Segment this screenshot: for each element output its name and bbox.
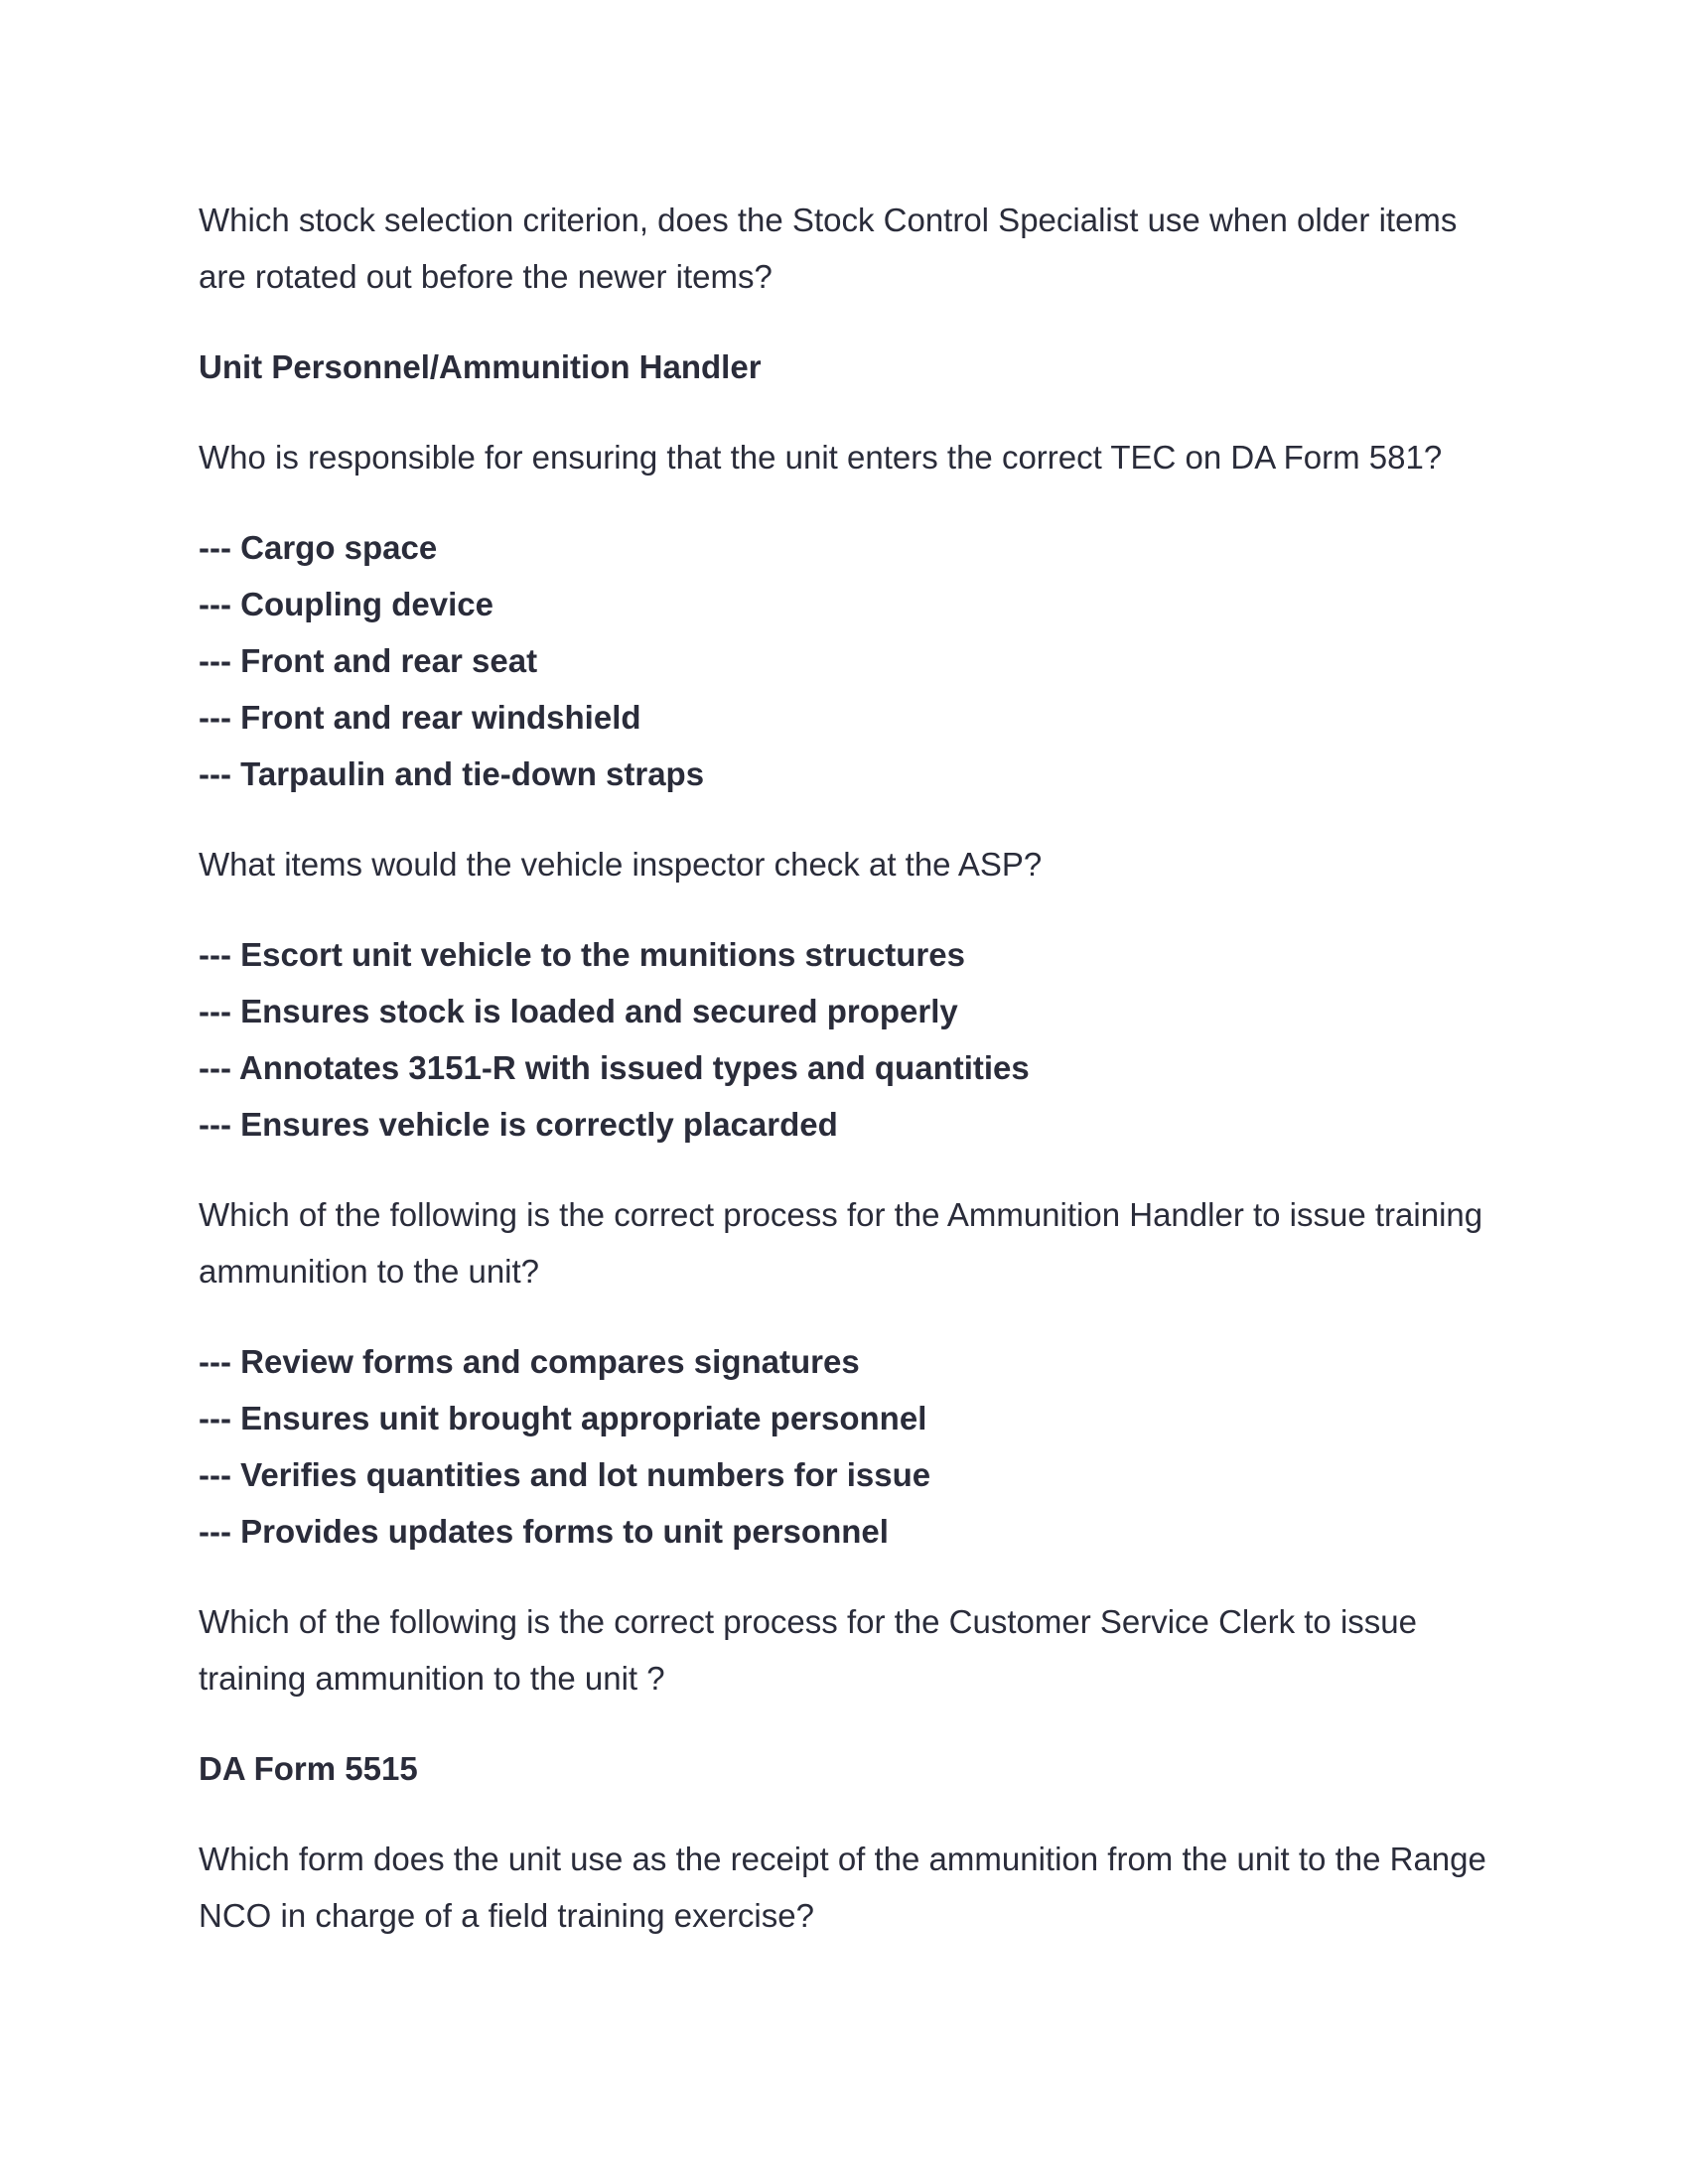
spacer [199, 892, 1489, 926]
list-item: --- Coupling device [199, 586, 493, 622]
document-page [199, 192, 1489, 1944]
list-item: --- Escort unit vehicle to the munitions structures [199, 936, 965, 973]
list-item: --- Annotates 3151-R with issued types and quantities [199, 1049, 1030, 1086]
answer-list-ammunition-handler [199, 926, 1489, 1153]
spacer [199, 305, 1489, 339]
list-item: --- Ensures vehicle is correctly placarded [199, 1106, 838, 1143]
list-item: --- Verifies quantities and lot numbers for issue [199, 1456, 931, 1493]
spacer [199, 1706, 1489, 1740]
answer-unit-personnel: Unit Personnel/Ammunition Handler [199, 348, 762, 385]
list-item: --- Cargo space [199, 529, 438, 566]
spacer [199, 802, 1489, 836]
list-item: --- Review forms and compares signatures [199, 1343, 860, 1380]
list-item: --- Ensures stock is loaded and secured properly [199, 993, 958, 1029]
spacer [199, 1299, 1489, 1333]
spacer [199, 1560, 1489, 1593]
answer-list-vehicle-items [199, 519, 1489, 802]
question-ammunition-handler-process: Which of the following is the correct process for the Ammunition Handler to issue training ammunition to the unit? [199, 1196, 1483, 1290]
list-item: --- Tarpaulin and tie-down straps [199, 755, 705, 792]
spacer [199, 485, 1489, 519]
list-item: --- Front and rear seat [199, 642, 538, 679]
list-item: --- Front and rear windshield [199, 699, 641, 736]
spacer [199, 1797, 1489, 1831]
question-customer-service-process: Which of the following is the correct process for the Customer Service Clerk to issue training ammunition to the unit ? [199, 1603, 1417, 1697]
spacer [199, 395, 1489, 429]
list-item: --- Provides updates forms to unit personnel [199, 1513, 889, 1550]
answer-da-form-5515: DA Form 5515 [199, 1750, 418, 1787]
list-item: --- Ensures unit brought appropriate personnel [199, 1400, 927, 1436]
question-tec-responsibility: Who is responsible for ensuring that the unit enters the correct TEC on DA Form 581? [199, 439, 1443, 476]
question-receipt-form: Which form does the unit use as the receipt of the ammunition from the unit to the Range NCO in charge of a field training exercise? [199, 1841, 1486, 1934]
spacer [199, 1153, 1489, 1186]
question-vehicle-inspector: What items would the vehicle inspector check at the ASP? [199, 846, 1043, 883]
answer-list-customer-service [199, 1333, 1489, 1560]
question-stock-selection: Which stock selection criterion, does the Stock Control Specialist use when older items are rotated out before the newer items? [199, 202, 1458, 295]
